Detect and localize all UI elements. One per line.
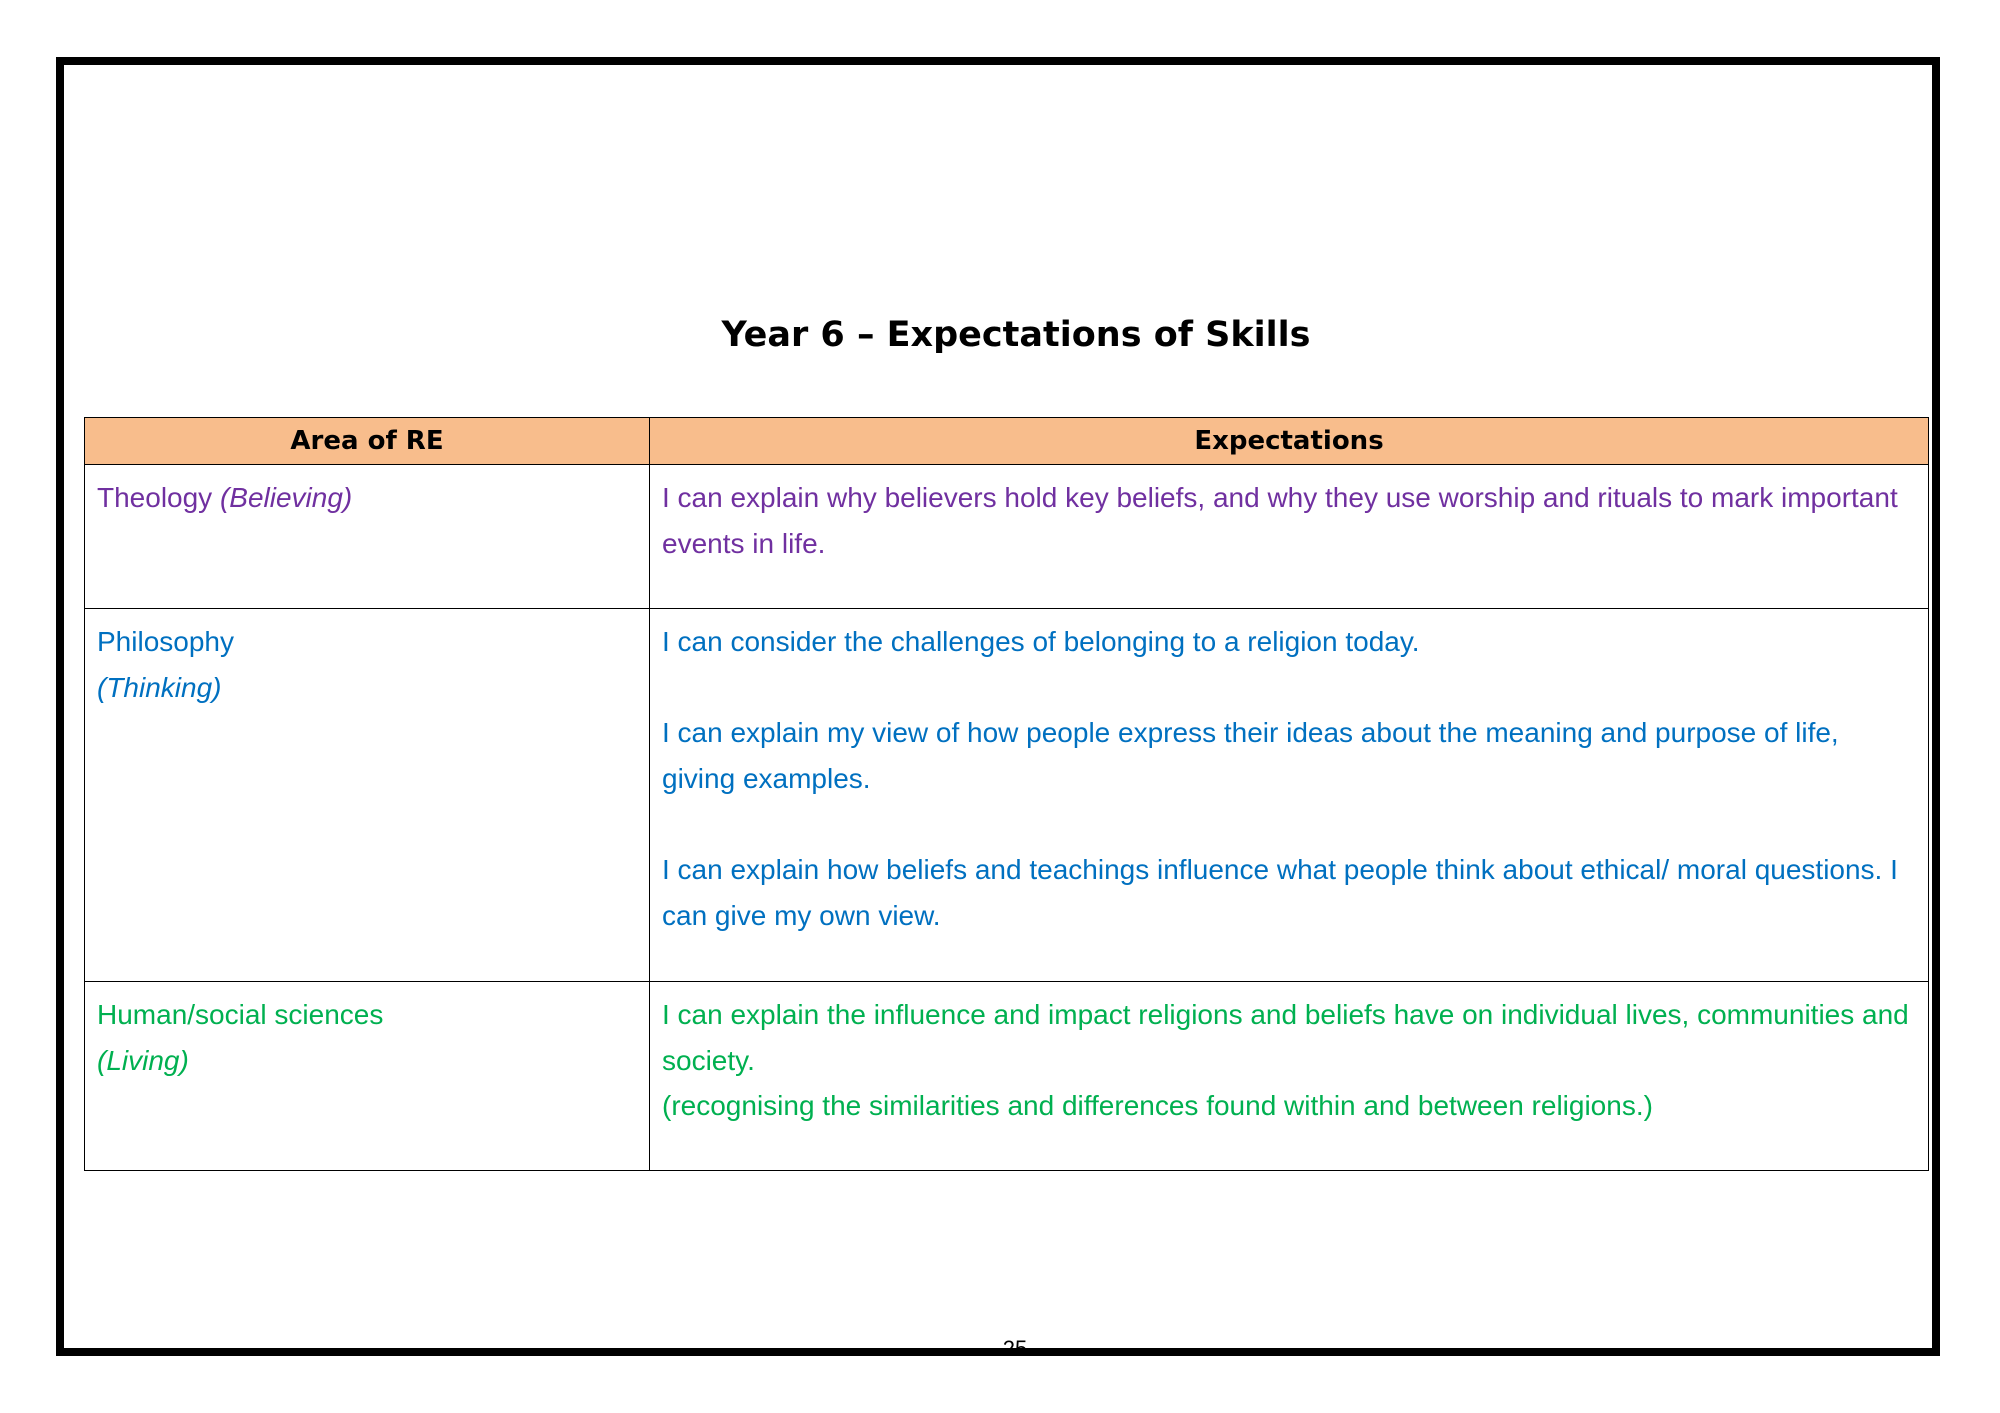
table-header-row: [85, 418, 1929, 465]
skills-table: [84, 417, 1929, 1171]
table-row-theology: [85, 465, 1929, 609]
area-cell: [85, 609, 650, 982]
area-cell: [85, 465, 650, 609]
expectation-text: I can explain how beliefs and teachings influence what people think about ethical/ moral questions. I can give my own view.: [662, 853, 1898, 931]
table-row-human-social-sciences: [85, 982, 1929, 1171]
expectation-text: (recognising the similarities and differences found within and between religions.): [662, 1090, 1653, 1122]
expectation-text: I can explain my view of how people express their ideas about the meaning and purpose of life, giving examples.: [662, 717, 1839, 794]
expectations-cell: [650, 465, 1929, 609]
expectations-cell: [650, 982, 1929, 1171]
header-area-of-re: Area of RE: [85, 418, 650, 465]
table-row-philosophy: [85, 609, 1929, 982]
paragraph-gap: [662, 801, 1916, 847]
area-subtitle: (Believing): [219, 482, 353, 513]
expectation-text: I can explain the influence and impact religions and beliefs have on individual lives, communities and society.: [662, 999, 1909, 1076]
area-subtitle: (Thinking): [97, 671, 222, 703]
area-subtitle: (Living): [97, 1044, 189, 1076]
area-name: Human/social sciences: [97, 999, 384, 1030]
expectations-cell: [650, 609, 1929, 982]
page-title: Year 6 – Expectations of Skills: [721, 315, 1311, 355]
area-name: Philosophy: [97, 626, 234, 657]
area-cell: [85, 982, 650, 1171]
header-expectations: Expectations: [650, 418, 1929, 465]
paragraph-gap: [662, 665, 1916, 711]
expectation-text: I can explain why believers hold key beliefs, and why they use worship and rituals to mark important events in life.: [662, 482, 1898, 559]
page-number: 25: [1002, 1336, 1028, 1361]
area-name: Theology: [97, 482, 213, 513]
expectation-text: I can consider the challenges of belonging to a religion today.: [662, 626, 1420, 657]
